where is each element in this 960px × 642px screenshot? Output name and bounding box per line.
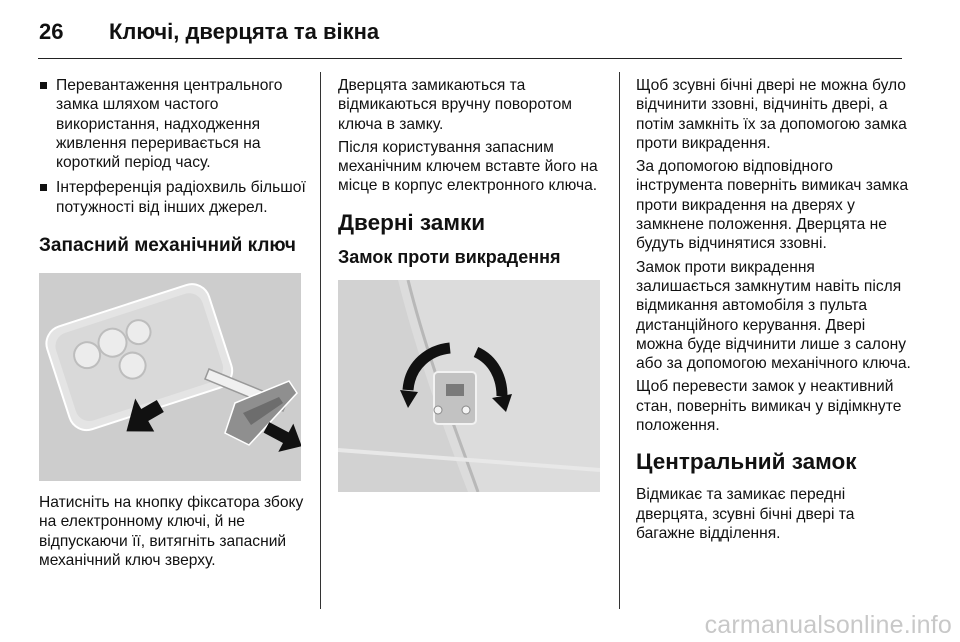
column-left [39,76,307,574]
bullet-item [39,178,307,217]
column-middle [338,76,606,492]
paragraph: Дверцята замикаються та відмикаються вручну поворотом ключа в замку. [338,77,573,133]
header-rule [38,58,902,59]
door-lock-illustration [338,280,600,492]
square-bullet-icon [40,82,47,89]
column-divider-1 [320,72,321,609]
page-header [39,14,379,50]
paragraph: Щоб зсувні бічні двері не можна було відчинити ззовні, відчиніть двері, а потім замкніть їх за допомогою замка проти викрадення. [636,77,907,152]
smart-key-card-illustration [39,273,301,481]
section-heading-door-locks: Дверні замки [338,209,486,235]
square-bullet-icon [40,184,47,191]
bullet-text: Інтерференція радіохвиль більшої потужності від інших джерел. [56,179,306,216]
chapter-title: Ключі, дверцята та вікна [109,19,380,44]
bullet-text: Перевантаження центрального замка шляхом частого використання, надходження живлення переривається на короткий період часу. [56,77,283,172]
image-caption: Натисніть на кнопку фіксатора збоку на електронному ключі, й не відпускаючи її, витягніть запасний механічний ключ зверху. [39,494,304,569]
paragraph: Відмикає та замикає передні дверцята, зсувні бічні двері та багажне відділення. [636,486,855,542]
watermark: carmanualsonline.info [704,611,952,639]
smart-key-card-icon [39,273,301,481]
door-lock-icon [338,280,600,492]
column-right [636,76,911,547]
paragraph: За допомогою відповідного інструмента поверніть вимикач замка проти викрадення на дверях у замкнене положення. Дверцята не будуть відчинятися ззовні. [636,158,909,253]
paragraph: Замок проти викрадення залишається замкнутим навіть після відмикання автомобіля з пульта дистанційного керування. Двері можна буде відчинити лише з салону або за допомогою механічного ключа. [636,258,911,373]
paragraph: Щоб перевести замок у неактивний стан, поверніть вимикач у відімкнуте положення. [636,378,902,435]
section-heading-central-lock: Центральний замок [636,449,857,475]
page-number: 26 [39,19,64,44]
section-heading-spare-key: Запасний механічний ключ [39,235,296,257]
paragraph: Після користування запасним механічним ключем вставте його на місце в корпус електронного ключа. [338,138,598,195]
bullet-item [39,76,307,172]
column-divider-2 [619,72,620,609]
subheading-anti-theft-lock: Замок проти викрадення [338,246,561,267]
